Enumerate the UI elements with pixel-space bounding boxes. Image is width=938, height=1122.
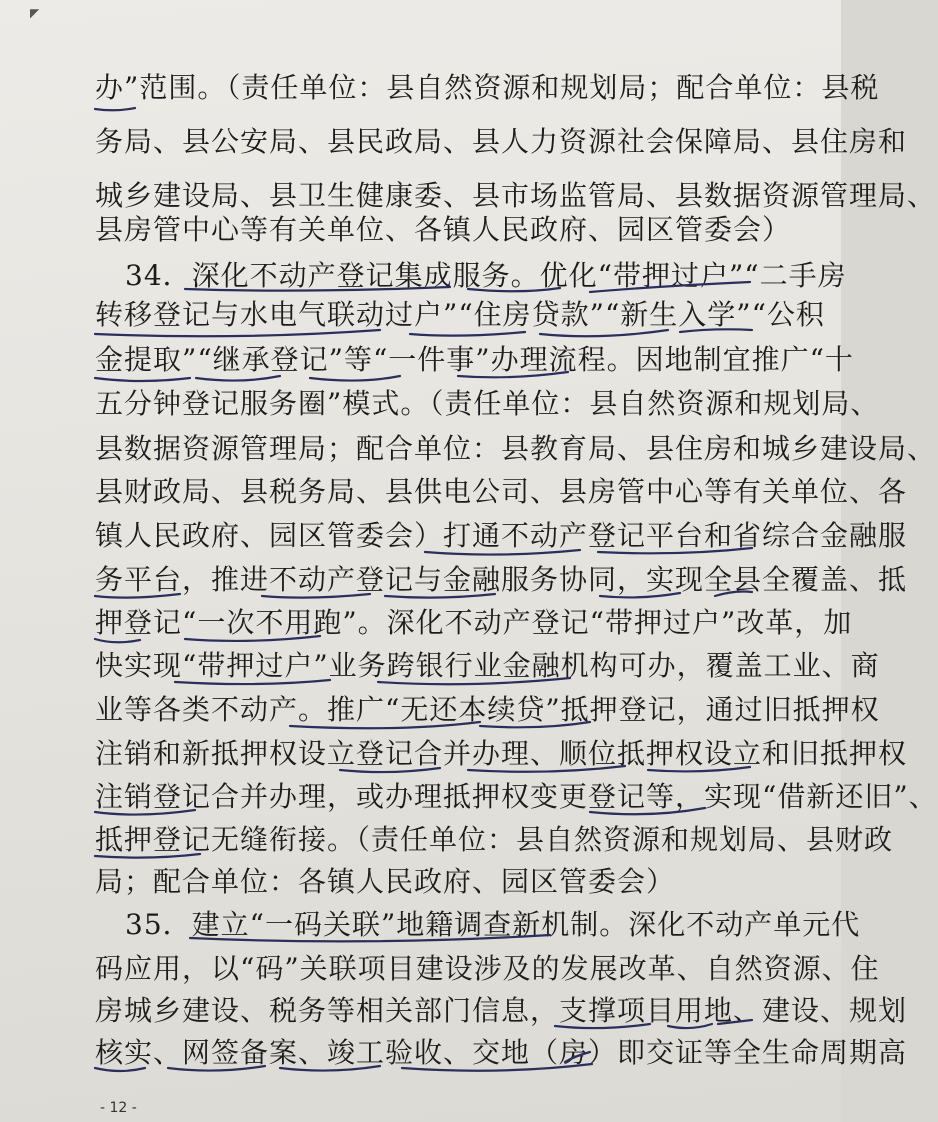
item-34-heading-line: 34．深化不动产登记集成服务。优化“带押过户”“二手房 [125,259,847,292]
scan-mark: ◤ [30,6,40,20]
text-line-21: 码应用，以“码”关联项目建设涉及的发展改革、自然资源、住 [95,952,880,985]
page-number: - 12 - [100,1100,137,1116]
text-line-23: 核实、网签备案、竣工验收、交地（房）即交证等全生命周期高 [95,1036,908,1069]
text-line-12: 务平台，推进不动产登记与金融服务协同，实现全县全覆盖、抵 [95,563,908,596]
text-line-2: 务局、县公安局、县民政局、县人力资源社会保障局、县住房和 [95,125,908,158]
text-line-22: 房城乡建设、税务等相关部门信息，支撑项目用地、建设、规划 [95,994,908,1027]
text-line-3: 城乡建设局、县卫生健康委、县市场监管局、县数据资源管理局、 [95,179,937,212]
text-line-9: 县数据资源管理局；配合单位：县教育局、县住房和城乡建设局、 [95,432,937,465]
text-line-4: 县房管中心等有关单位、各镇人民政府、园区管委会） [95,213,792,246]
text-line-11: 镇人民政府、园区管委会）打通不动产登记平台和省综合金融服 [95,519,908,552]
item-35-heading-line: 35．建立“一码关联”地籍调查新机制。深化不动产单元代 [125,908,861,941]
text-line-15: 业等各类不动产。推广“无还本续贷”抵押登记，通过旧抵押权 [95,693,880,726]
underline-ban [95,108,135,110]
text-line-6: 转移登记与水电气联动过户”“住房贷款”“新生入学”“公积 [95,298,825,331]
text-line-10: 县财政局、县税务局、县供电公司、县房管中心等有关单位、各 [95,475,908,508]
text-line-13: 押登记“一次不用跑”。深化不动产登记“带押过户”改革，加 [95,606,853,639]
text-line-14: 快实现“带押过户”业务跨银行业金融机构可办，覆盖工业、商 [95,649,880,682]
text-line-7: 金提取”“继承登记”等“一件事”办理流程。因地制宜推广“十 [95,343,854,376]
text-line-17: 注销登记合并办理，或办理抵押权变更登记等，实现“借新还旧”、 [95,780,938,813]
text-line-16: 注销和新抵押权设立登记合并办理、顺位抵押权设立和旧抵押权 [95,737,908,770]
text-line-19: 局；配合单位：各镇人民政府、园区管委会） [95,865,676,898]
text-line-1: 办”范围。（责任单位：县自然资源和规划局；配合单位：县税 [95,71,880,104]
text-line-8: 五分钟登记服务圈”模式。（责任单位：县自然资源和规划局、 [95,387,880,420]
text-line-18: 抵押登记无缝衔接。（责任单位：县自然资源和规划局、县财政 [95,823,894,856]
